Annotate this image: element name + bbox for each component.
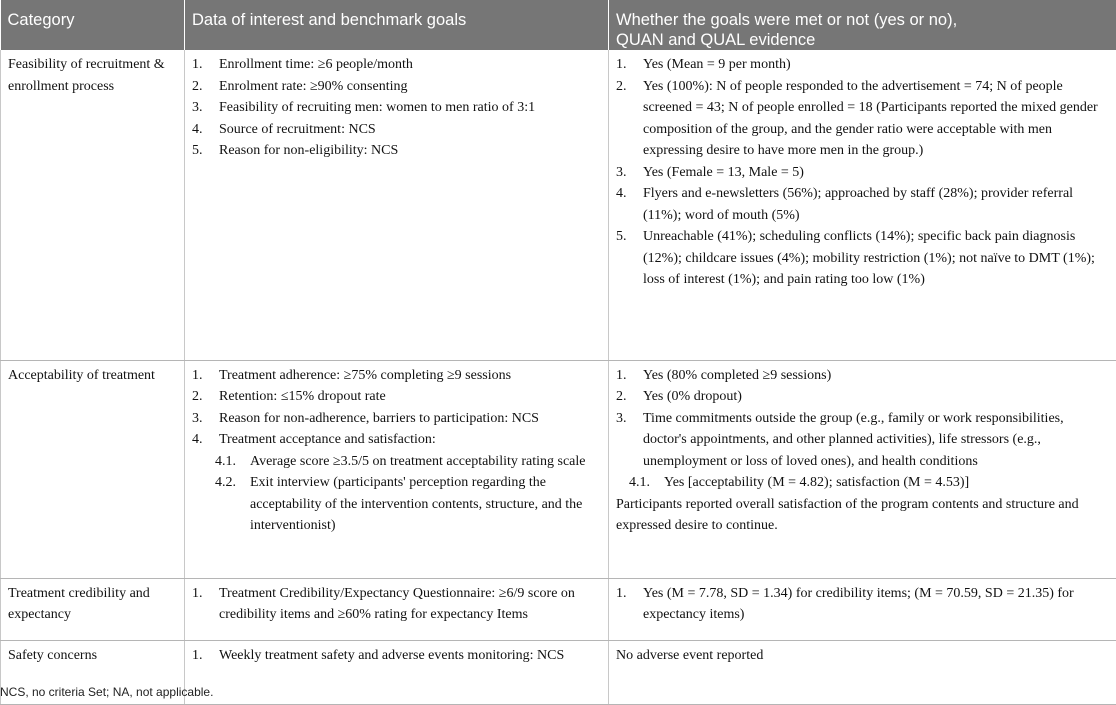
list-item: 3. Time commitments outside the group (e.g., family or work responsibilities, doctor's appointments, and other planned activities), life stressors (e.g., unemployment or loss of loved ones), and health conditions bbox=[616, 408, 1109, 473]
list-item: 1. Enrollment time: ≥6 people/month bbox=[192, 54, 601, 76]
list-item: 1. Yes (80% completed ≥9 sessions) bbox=[616, 365, 1109, 387]
category-cell: Feasibility of recruitment & enrollment process bbox=[1, 50, 185, 360]
result-cell bbox=[609, 640, 1116, 704]
list-item: 2. Retention: ≤15% dropout rate bbox=[192, 386, 601, 408]
list-item: 1. Yes (Mean = 9 per month) bbox=[616, 54, 1109, 76]
result-list bbox=[616, 365, 1109, 473]
list-item: 1. Treatment Credibility/Expectancy Questionnaire: ≥6/9 score on credibility items and ≥60% rating for expectancy Items bbox=[192, 583, 601, 626]
header-goals-met-line1: Whether the goals were met or not (yes or no), bbox=[616, 10, 1110, 30]
sub-list-item: 4.1. Yes [acceptability (M = 4.82); satisfaction (M = 4.53)] bbox=[616, 472, 1109, 494]
header-category: Category bbox=[1, 0, 185, 50]
list-item: 2. Enrolment rate: ≥90% consenting bbox=[192, 76, 601, 98]
header-row bbox=[1, 0, 1116, 50]
list-item: 1. Weekly treatment safety and adverse events monitoring: NCS bbox=[192, 645, 601, 667]
result-list bbox=[616, 54, 1109, 291]
list-item: 2. Yes (100%): N of people responded to the advertisement = 74; N of people screened = 43; N of people enrolled = 18 (Participants reported the mixed gender composition of the group, and the gender ratio were acceptable with men expressing desire to have more men in the group.) bbox=[616, 76, 1109, 162]
list-item: 4. Flyers and e-newsletters (56%); approached by staff (28%); provider referral (11%); word of mouth (5%) bbox=[616, 183, 1109, 226]
result-note: Participants reported overall satisfaction of the program contents and structure and expressed desire to continue. bbox=[616, 494, 1109, 537]
list-item: 4. Source of recruitment: NCS bbox=[192, 119, 601, 141]
result-cell bbox=[609, 578, 1116, 640]
list-item: 3. Reason for non-adherence, barriers to participation: NCS bbox=[192, 408, 601, 430]
category-cell: Acceptability of treatment bbox=[1, 360, 185, 578]
data-list bbox=[192, 365, 601, 451]
data-cell bbox=[185, 360, 609, 578]
list-item: 1. Yes (M = 7.78, SD = 1.34) for credibility items; (M = 70.59, SD = 21.35) for expectancy items) bbox=[616, 583, 1109, 626]
sub-list-item: 4.2. Exit interview (participants' perception regarding the acceptability of the intervention contents, structure, and the interventionist) bbox=[192, 472, 601, 537]
data-cell bbox=[185, 50, 609, 360]
list-item: 3. Feasibility of recruiting men: women to men ratio of 3:1 bbox=[192, 97, 601, 119]
data-list bbox=[192, 645, 601, 667]
table-row bbox=[1, 578, 1116, 640]
data-list bbox=[192, 54, 601, 162]
data-cell bbox=[185, 640, 609, 704]
list-item: 5. Unreachable (41%); scheduling conflicts (14%); specific back pain diagnosis (12%); childcare issues (4%); mobility restriction (1%); not naïve to DMT (1%); loss of interest (1%); and pain rating too low (1%) bbox=[616, 226, 1109, 291]
list-item: 3. Yes (Female = 13, Male = 5) bbox=[616, 162, 1109, 184]
header-goals-met-line2: QUAN and QUAL evidence bbox=[616, 30, 1110, 50]
list-item: 5. Reason for non-eligibility: NCS bbox=[192, 140, 601, 162]
category-cell: Treatment credibility and expectancy bbox=[1, 578, 185, 640]
header-goals-met bbox=[609, 0, 1116, 50]
header-data-goals: Data of interest and benchmark goals bbox=[185, 0, 609, 50]
result-note: No adverse event reported bbox=[616, 645, 1109, 667]
table-footnote: NCS, no criteria Set; NA, not applicable. bbox=[0, 685, 213, 699]
list-item: 4. Treatment acceptance and satisfaction: bbox=[192, 429, 601, 451]
category-cell: Safety concerns bbox=[1, 640, 185, 704]
result-list bbox=[616, 583, 1109, 626]
list-item: 2. Yes (0% dropout) bbox=[616, 386, 1109, 408]
table-row bbox=[1, 50, 1116, 360]
list-item: 1. Treatment adherence: ≥75% completing ≥9 sessions bbox=[192, 365, 601, 387]
result-cell bbox=[609, 360, 1116, 578]
data-cell bbox=[185, 578, 609, 640]
table-row bbox=[1, 360, 1116, 578]
sub-list-item: 4.1. Average score ≥3.5/5 on treatment acceptability rating scale bbox=[192, 451, 601, 473]
result-cell bbox=[609, 50, 1116, 360]
data-list bbox=[192, 583, 601, 626]
